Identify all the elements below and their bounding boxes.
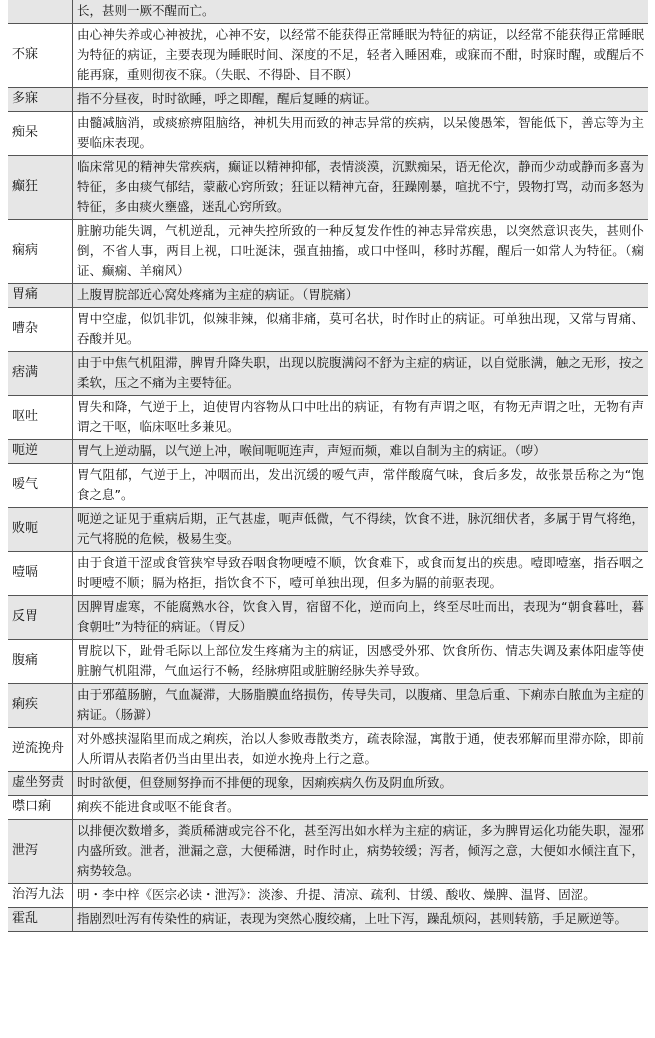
term-cell: 泄泻	[8, 820, 73, 884]
glossary-row	[8, 596, 648, 640]
term-cell: 呕吐	[8, 396, 73, 440]
term-cell: 胃痛	[8, 284, 73, 308]
glossary-row	[8, 156, 648, 220]
term-cell: 不寐	[8, 24, 73, 88]
glossary-row	[8, 220, 648, 284]
term-cell: 败呃	[8, 508, 73, 552]
term-cell: 痞满	[8, 352, 73, 396]
term-cell: 虚坐努责	[8, 772, 73, 796]
term-cell: 痢疾	[8, 684, 73, 728]
definition-cell: 由髓减脑消，或痰瘀痹阻脑络，神机失用而致的神志异常的疾病，以呆傻愚笨，智能低下，善忘等为主要临床表现。	[73, 112, 649, 156]
definition-cell: 胃气上逆动膈，以气逆上冲，喉间呃呃连声，声短而频，难以自制为主的病证。（哕）	[73, 440, 649, 464]
definition-cell: 由心神失养或心神被扰，心神不安，以经常不能获得正常睡眠为特征的病证，以经常不能获得正常睡眠为特征的病证，主要表现为睡眠时间、深度的不足，轻者入睡困难，或寐而不酣，时寐时醒，或醒后不能再寐，重则彻夜不寐。（失眠、不得卧、目不瞑）	[73, 24, 649, 88]
glossary-row	[8, 508, 648, 552]
term-cell: 腹痛	[8, 640, 73, 684]
term-cell: 霍乱	[8, 908, 73, 932]
term-cell: 嘈杂	[8, 308, 73, 352]
definition-cell: 对外感挟湿陷里而成之痢疾，治以人参败毒散类方，疏表除湿，寓散于通，使表邪解而里滞亦除，即前人所谓从表陷者仍当由里出表，如逆水挽舟上行之意。	[73, 728, 649, 772]
term-cell: 多寐	[8, 88, 73, 112]
glossary-row	[8, 884, 648, 908]
term-cell: 癫狂	[8, 156, 73, 220]
term-cell: 治泻九法	[8, 884, 73, 908]
definition-cell: 指不分昼夜，时时欲睡，呼之即醒，醒后复睡的病证。	[73, 88, 649, 112]
glossary-row	[8, 796, 648, 820]
definition-cell: 指剧烈吐泻有传染性的病证，表现为突然心腹绞痛，上吐下泻，躁乱烦闷，甚则转筋，手足厥逆等。	[73, 908, 649, 932]
glossary-row	[8, 464, 648, 508]
term-cell: 呃逆	[8, 440, 73, 464]
glossary-row	[8, 820, 648, 884]
glossary-row	[8, 640, 648, 684]
term-cell: 痫病	[8, 220, 73, 284]
glossary-row	[8, 0, 648, 24]
definition-cell: 明・李中梓《医宗必读・泄泻》：淡渗、升提、清凉、疏利、甘缓、酸收、燥脾、温肾、固涩。	[73, 884, 649, 908]
glossary-row	[8, 112, 648, 156]
glossary-row	[8, 684, 648, 728]
term-cell	[8, 0, 73, 24]
glossary-table	[8, 0, 648, 932]
definition-cell: 脏腑功能失调，气机逆乱，元神失控所致的一种反复发作性的神志异常疾患，以突然意识丧失，甚则仆倒，不省人事，两目上视，口吐涎沫，强直抽搐，或口中怪叫，移时苏醒，醒后一如常人为特征。（痫证、癫痫、羊痫风）	[73, 220, 649, 284]
glossary-row	[8, 908, 648, 932]
definition-cell: 痢疾不能进食或呕不能食者。	[73, 796, 649, 820]
glossary-body	[8, 0, 648, 932]
glossary-row	[8, 308, 648, 352]
glossary-row	[8, 552, 648, 596]
glossary-row	[8, 352, 648, 396]
definition-cell: 上腹胃脘部近心窝处疼痛为主症的病证。（胃脘痛）	[73, 284, 649, 308]
glossary-row	[8, 440, 648, 464]
definition-cell: 胃气阻郁，气逆于上，冲咽而出，发出沉缓的嗳气声，常伴酸腐气味，食后多发，故张景岳称之为“饱食之息”。	[73, 464, 649, 508]
definition-cell: 临床常见的精神失常疾病，癫证以精神抑郁，表情淡漠，沉默痴呆，语无伦次，静而少动或静而多喜为特征，多由痰气郁结，蒙蔽心窍所致；狂证以精神亢奋，狂躁刚暴，喧扰不宁，毁物打骂，动而多怒为特征，多由痰火壅盛，迷乱心窍所致。	[73, 156, 649, 220]
definition-cell: 时时欲便，但登厕努挣而不排便的现象，因痢疾病久伤及阴血所致。	[73, 772, 649, 796]
glossary-row	[8, 284, 648, 308]
glossary-row	[8, 396, 648, 440]
term-cell: 嗳气	[8, 464, 73, 508]
term-cell: 噤口痢	[8, 796, 73, 820]
glossary-row	[8, 88, 648, 112]
definition-cell: 由于中焦气机阻滞，脾胃升降失职，出现以脘腹满闷不舒为主症的病证，以自觉胀满，触之无形，按之柔软，压之不痛为主要特征。	[73, 352, 649, 396]
glossary-row	[8, 728, 648, 772]
term-cell: 逆流挽舟	[8, 728, 73, 772]
definition-cell: 由于食道干涩或食管狭窄导致吞咽食物哽噎不顺，饮食难下，或食而复出的疾患。噎即噎塞，指吞咽之时哽噎不顺；膈为格拒，指饮食不下，噎可单独出现，但多为膈的前驱表现。	[73, 552, 649, 596]
glossary-row	[8, 772, 648, 796]
definition-cell: 以排便次数增多，粪质稀溏或完谷不化，甚至泻出如水样为主症的病证，多为脾胃运化功能失职，湿邪内盛所致。泄者，泄漏之意，大便稀溏，时作时止，病势较缓；泻者，倾泻之意，大便如水倾注直下，病势较急。	[73, 820, 649, 884]
term-cell: 反胃	[8, 596, 73, 640]
definition-cell: 胃脘以下，趾骨毛际以上部位发生疼痛为主的病证，因感受外邪、饮食所伤、情志失调及素体阳虚等使脏腑气机阻滞，气血运行不畅，经脉痹阻或脏腑经脉失养导致。	[73, 640, 649, 684]
definition-cell: 胃失和降，气逆于上，迫使胃内容物从口中吐出的病证，有物有声谓之呕，有物无声谓之吐，无物有声谓之干呕，临床呕吐多兼见。	[73, 396, 649, 440]
term-cell: 痴呆	[8, 112, 73, 156]
definition-cell: 由于邪蕴肠腑，气血凝滞，大肠脂膜血络损伤，传导失司，以腹痛、里急后重、下痢赤白脓血为主症的病证。（肠澼）	[73, 684, 649, 728]
glossary-row	[8, 24, 648, 88]
definition-cell: 长，甚则一厥不醒而亡。	[73, 0, 649, 24]
definition-cell: 胃中空虚，似饥非饥，似辣非辣，似痛非痛，莫可名状，时作时止的病证。可单独出现，又常与胃痛、吞酸并见。	[73, 308, 649, 352]
definition-cell: 呃逆之证见于重病后期，正气甚虚，呃声低微，气不得续，饮食不进，脉沉细伏者，多属于胃气将绝，元气将脱的危候，极易生变。	[73, 508, 649, 552]
term-cell: 噎嗝	[8, 552, 73, 596]
definition-cell: 因脾胃虚寒，不能腐熟水谷，饮食入胃，宿留不化，逆而向上，终至尽吐而出，表现为“朝食暮吐，暮食朝吐”为特征的病证。（胃反）	[73, 596, 649, 640]
